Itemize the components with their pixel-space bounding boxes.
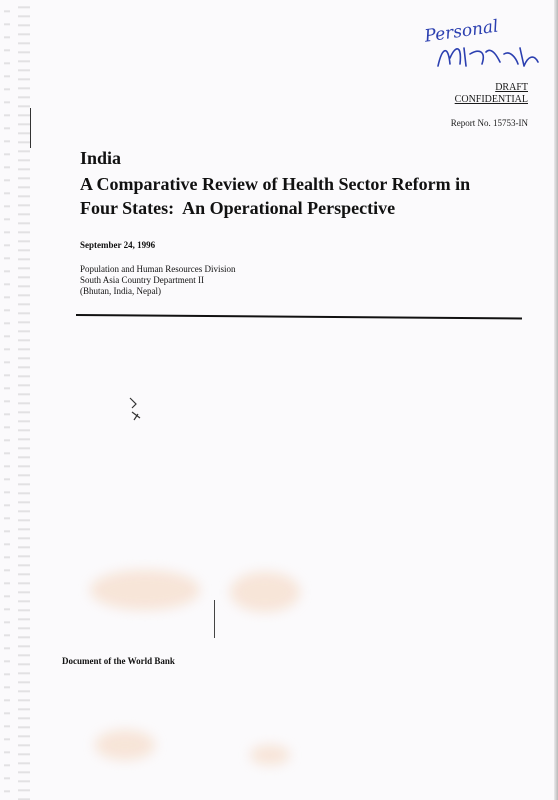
paper-stain — [230, 572, 300, 612]
draft-confidential-stamp — [455, 82, 528, 106]
scan-line — [30, 108, 31, 148]
paper-stain — [90, 570, 200, 610]
division-line-3: (Bhutan, India, Nepal) — [80, 286, 161, 296]
scan-artifact-right-edge — [554, 0, 558, 800]
scan-artifact-left-edge — [4, 0, 10, 800]
division-line-1: Population and Human Resources Division — [80, 264, 236, 274]
handwritten-note — [420, 8, 550, 78]
handwritten-signature — [438, 48, 538, 66]
handwritten-note-text: Personal — [423, 16, 500, 47]
paper-stain — [95, 730, 155, 760]
document-title — [80, 172, 520, 220]
division-block — [80, 264, 235, 297]
title-line-2: Four States: An Operational Perspective — [80, 198, 396, 218]
scan-artifact-left-strip — [18, 0, 30, 800]
draft-label: DRAFT — [495, 82, 528, 93]
paper-stain — [250, 745, 290, 765]
report-number: Report No. 15753-IN — [450, 118, 528, 128]
document-of-world-bank: Document of the World Bank — [62, 656, 175, 666]
country-heading: India — [80, 148, 122, 168]
division-line-2: South Asia Country Department II — [80, 275, 204, 285]
horizontal-rule — [76, 314, 522, 320]
scan-line — [214, 600, 215, 638]
confidential-label: CONFIDENTIAL — [454, 94, 528, 105]
document-date: September 24, 1996 — [80, 240, 156, 250]
pencil-mark — [126, 394, 148, 424]
title-line-1: A Comparative Review of Health Sector Reform in — [80, 174, 471, 194]
